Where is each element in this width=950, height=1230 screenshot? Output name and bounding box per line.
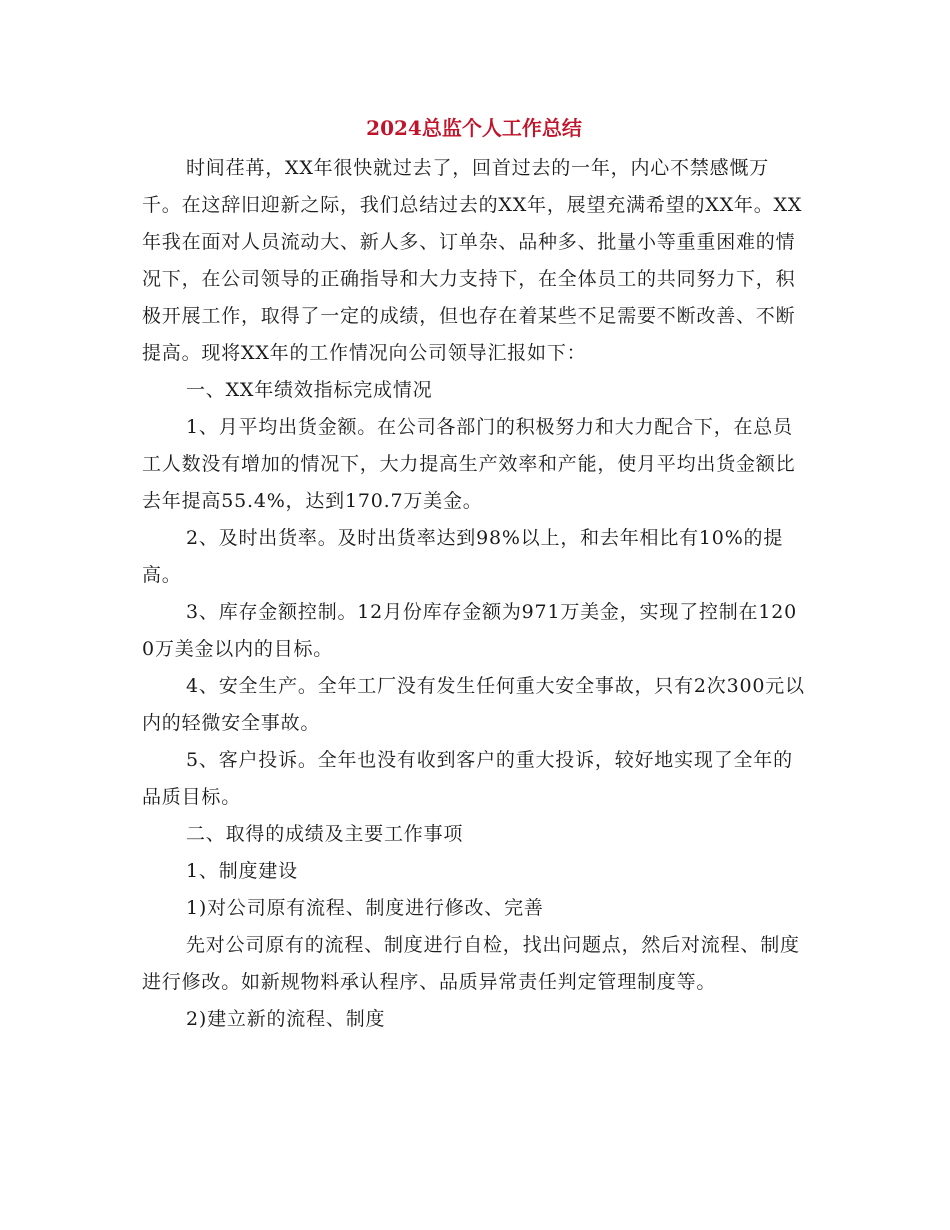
- document-title: 2024总监个人工作总结: [366, 116, 582, 140]
- document-body: [142, 150, 806, 1038]
- paragraph-inventory-control: 3、库存金额控制。12月份库存金额为971万美金，实现了控制在1200万美金以内的目标。: [142, 601, 797, 660]
- paragraph-safety: 4、安全生产。全年工厂没有发生任何重大安全事故，只有2次300元以内的轻微安全事故。: [142, 675, 805, 734]
- subheading-revise-processes: 1)对公司原有流程、制度进行修改、完善: [186, 897, 544, 919]
- subheading-system-building: 1、制度建设: [186, 860, 298, 882]
- paragraph-monthly-shipment: 1、月平均出货金额。在公司各部门的积极努力和大力配合下，在总员工人数没有增加的情况下，大力提高生产效率和产能，使月平均出货金额比去年提高55.4%，达到170.7万美金。: [142, 416, 796, 512]
- paragraph-revise-detail: 先对公司原有的流程、制度进行自检，找出问题点，然后对流程、制度进行修改。如新规物料承认程序、品质异常责任判定管理制度等。: [142, 934, 800, 993]
- paragraph-intro: 时间荏苒，XX年很快就过去了，回首过去的一年，内心不禁感慨万千。在这辞旧迎新之际，我们总结过去的XX年，展望充满希望的XX年。XX年我在面对人员流动大、新人多、订单杂、品种多、批量小等重重困难的情况下，在公司领导的正确指导和大力支持下，在全体员工的共同努力下，积极开展工作，取得了一定的成绩，但也存在着某些不足需要不断改善、不断提高。现将XX年的工作情况向公司领导汇报如下：: [142, 157, 803, 364]
- paragraph-customer-complaints: 5、客户投诉。全年也没有收到客户的重大投诉，较好地实现了全年的品质目标。: [142, 749, 793, 808]
- section-heading-achievements: 二、取得的成绩及主要工作事项: [186, 823, 464, 845]
- paragraph-ontime-shipment: 2、及时出货率。及时出货率达到98%以上，和去年相比有10%的提高。: [142, 527, 784, 586]
- section-heading-performance: 一、XX年绩效指标完成情况: [186, 379, 433, 401]
- document-page: [142, 110, 806, 1038]
- subheading-new-processes: 2)建立新的流程、制度: [186, 1008, 386, 1030]
